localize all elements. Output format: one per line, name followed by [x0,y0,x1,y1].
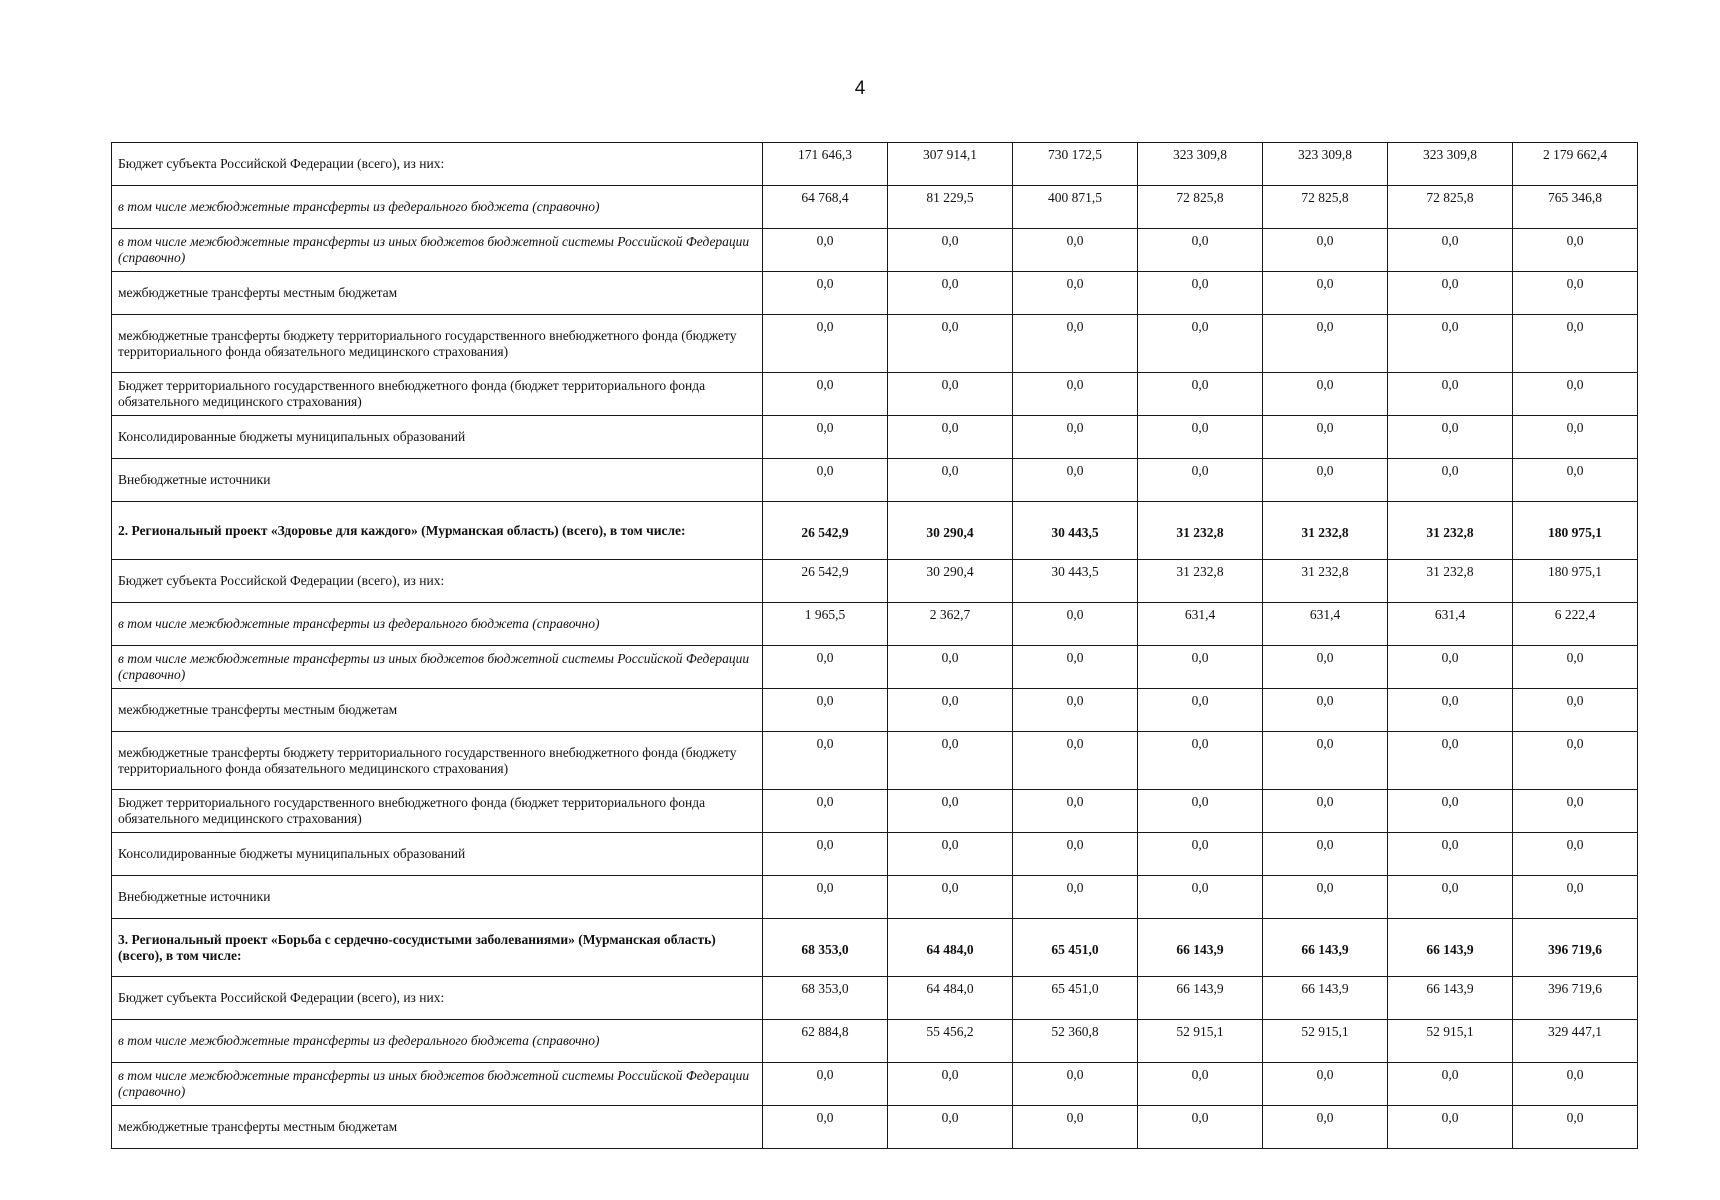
value-cell: 30 290,4 [888,560,1013,603]
value-cell: 72 825,8 [1263,186,1388,229]
value-cell: 0,0 [1263,1106,1388,1149]
row-label: в том числе межбюджетные трансферты из федерального бюджета (справочно) [112,603,763,646]
value-cell: 0,0 [888,1063,1013,1106]
value-cell: 0,0 [1513,1106,1638,1149]
value-cell: 0,0 [763,876,888,919]
table-row [112,833,1638,876]
value-cell: 0,0 [1138,459,1263,502]
value-cell: 0,0 [1138,373,1263,416]
value-cell: 307 914,1 [888,143,1013,186]
row-label: в том числе межбюджетные трансферты из иных бюджетов бюджетной системы Российской Федерации (справочно) [112,1063,763,1106]
value-cell: 171 646,3 [763,143,888,186]
value-cell: 0,0 [888,876,1013,919]
value-cell: 400 871,5 [1013,186,1138,229]
value-cell: 0,0 [1263,416,1388,459]
value-cell: 0,0 [1013,1106,1138,1149]
value-cell: 631,4 [1138,603,1263,646]
table-row [112,560,1638,603]
value-cell: 62 884,8 [763,1020,888,1063]
row-label: Бюджет субъекта Российской Федерации (всего), из них: [112,977,763,1020]
value-cell: 0,0 [888,315,1013,373]
value-cell: 2 362,7 [888,603,1013,646]
value-cell: 0,0 [888,689,1013,732]
value-cell: 323 309,8 [1263,143,1388,186]
value-cell: 0,0 [1263,373,1388,416]
table-row [112,790,1638,833]
value-cell: 0,0 [1263,689,1388,732]
value-cell: 72 825,8 [1138,186,1263,229]
value-cell: 66 143,9 [1388,919,1513,977]
value-cell: 0,0 [1388,459,1513,502]
row-label: 2. Региональный проект «Здоровье для каждого» (Мурманская область) (всего), в том числе: [112,502,763,560]
value-cell: 0,0 [1388,315,1513,373]
value-cell: 0,0 [763,790,888,833]
value-cell: 0,0 [1513,1063,1638,1106]
value-cell: 0,0 [1013,603,1138,646]
row-label: межбюджетные трансферты бюджету территориального государственного внебюджетного фонда (бюджету территориального фонда обязательного медицинского страхования) [112,315,763,373]
value-cell: 64 768,4 [763,186,888,229]
value-cell: 0,0 [1513,459,1638,502]
value-cell: 0,0 [763,646,888,689]
value-cell: 30 443,5 [1013,502,1138,560]
value-cell: 329 447,1 [1513,1020,1638,1063]
value-cell: 0,0 [1263,459,1388,502]
value-cell: 0,0 [1138,732,1263,790]
row-label: Бюджет территориального государственного внебюджетного фонда (бюджет территориального фонда обязательного медицинского страхования) [112,790,763,833]
table-row [112,315,1638,373]
value-cell: 31 232,8 [1263,502,1388,560]
value-cell: 323 309,8 [1138,143,1263,186]
row-label: Внебюджетные источники [112,459,763,502]
value-cell: 52 915,1 [1388,1020,1513,1063]
value-cell: 0,0 [1513,373,1638,416]
value-cell: 68 353,0 [763,977,888,1020]
row-label: 3. Региональный проект «Борьба с сердечно-сосудистыми заболеваниями» (Мурманская область) (всего), в том числе: [112,919,763,977]
value-cell: 631,4 [1263,603,1388,646]
value-cell: 0,0 [1388,732,1513,790]
value-cell: 0,0 [1013,689,1138,732]
value-cell: 0,0 [1138,833,1263,876]
value-cell: 0,0 [1388,646,1513,689]
value-cell: 0,0 [1138,272,1263,315]
row-label: Бюджет субъекта Российской Федерации (всего), из них: [112,143,763,186]
value-cell: 0,0 [1263,272,1388,315]
value-cell: 0,0 [888,646,1013,689]
value-cell: 0,0 [1513,229,1638,272]
value-cell: 30 290,4 [888,502,1013,560]
value-cell: 66 143,9 [1138,919,1263,977]
value-cell: 0,0 [1388,416,1513,459]
value-cell: 64 484,0 [888,919,1013,977]
value-cell: 0,0 [1138,315,1263,373]
value-cell: 0,0 [1263,732,1388,790]
row-label: межбюджетные трансферты бюджету территориального государственного внебюджетного фонда (бюджету территориального фонда обязательного медицинского страхования) [112,732,763,790]
value-cell: 66 143,9 [1388,977,1513,1020]
value-cell: 2 179 662,4 [1513,143,1638,186]
value-cell: 0,0 [1513,416,1638,459]
value-cell: 31 232,8 [1263,560,1388,603]
row-label: в том числе межбюджетные трансферты из иных бюджетов бюджетной системы Российской Федерации (справочно) [112,229,763,272]
value-cell: 0,0 [763,315,888,373]
table-row [112,1020,1638,1063]
value-cell: 0,0 [888,272,1013,315]
value-cell: 52 915,1 [1263,1020,1388,1063]
value-cell: 0,0 [1388,373,1513,416]
value-cell: 55 456,2 [888,1020,1013,1063]
table-row [112,1063,1638,1106]
value-cell: 0,0 [1513,689,1638,732]
value-cell: 0,0 [763,459,888,502]
value-cell: 0,0 [1138,790,1263,833]
value-cell: 0,0 [1388,689,1513,732]
table-row [112,876,1638,919]
table-row [112,229,1638,272]
value-cell: 0,0 [763,272,888,315]
value-cell: 0,0 [1013,229,1138,272]
value-cell: 26 542,9 [763,502,888,560]
value-cell: 0,0 [1513,876,1638,919]
table-row [112,186,1638,229]
value-cell: 66 143,9 [1138,977,1263,1020]
value-cell: 0,0 [1513,646,1638,689]
value-cell: 765 346,8 [1513,186,1638,229]
page-number: 4 [854,78,866,99]
table-row [112,1106,1638,1149]
value-cell: 68 353,0 [763,919,888,977]
table-row [112,459,1638,502]
value-cell: 0,0 [763,416,888,459]
value-cell: 30 443,5 [1013,560,1138,603]
value-cell: 396 719,6 [1513,977,1638,1020]
table-row [112,603,1638,646]
value-cell: 81 229,5 [888,186,1013,229]
value-cell: 0,0 [888,1106,1013,1149]
row-label: в том числе межбюджетные трансферты из федерального бюджета (справочно) [112,1020,763,1063]
value-cell: 6 222,4 [1513,603,1638,646]
value-cell: 31 232,8 [1138,502,1263,560]
row-label: Внебюджетные источники [112,876,763,919]
table-row [112,502,1638,560]
value-cell: 1 965,5 [763,603,888,646]
row-label: Бюджет субъекта Российской Федерации (всего), из них: [112,560,763,603]
value-cell: 0,0 [1013,790,1138,833]
value-cell: 0,0 [1138,1106,1263,1149]
value-cell: 65 451,0 [1013,977,1138,1020]
value-cell: 0,0 [1013,732,1138,790]
value-cell: 0,0 [1513,790,1638,833]
value-cell: 0,0 [1388,833,1513,876]
value-cell: 0,0 [888,229,1013,272]
value-cell: 631,4 [1388,603,1513,646]
value-cell: 0,0 [1013,459,1138,502]
value-cell: 0,0 [1013,272,1138,315]
value-cell: 0,0 [763,732,888,790]
value-cell: 0,0 [763,229,888,272]
value-cell: 180 975,1 [1513,502,1638,560]
row-label: межбюджетные трансферты местным бюджетам [112,1106,763,1149]
value-cell: 0,0 [1263,315,1388,373]
value-cell: 0,0 [1013,1063,1138,1106]
value-cell: 0,0 [1013,416,1138,459]
value-cell: 0,0 [1263,1063,1388,1106]
value-cell: 0,0 [1513,315,1638,373]
value-cell: 0,0 [1138,1063,1263,1106]
value-cell: 66 143,9 [1263,977,1388,1020]
value-cell: 0,0 [1388,1063,1513,1106]
value-cell: 0,0 [1013,646,1138,689]
value-cell: 0,0 [1138,646,1263,689]
row-label: Консолидированные бюджеты муниципальных образований [112,416,763,459]
value-cell: 0,0 [888,459,1013,502]
value-cell: 396 719,6 [1513,919,1638,977]
value-cell: 0,0 [1388,229,1513,272]
value-cell: 0,0 [1388,1106,1513,1149]
value-cell: 0,0 [1138,689,1263,732]
row-label: в том числе межбюджетные трансферты из иных бюджетов бюджетной системы Российской Федерации (справочно) [112,646,763,689]
value-cell: 31 232,8 [1388,560,1513,603]
value-cell: 0,0 [1388,272,1513,315]
value-cell: 0,0 [763,689,888,732]
row-label: Консолидированные бюджеты муниципальных образований [112,833,763,876]
value-cell: 0,0 [1138,876,1263,919]
table-row [112,646,1638,689]
value-cell: 66 143,9 [1263,919,1388,977]
value-cell: 0,0 [1138,416,1263,459]
value-cell: 0,0 [763,1106,888,1149]
table-row [112,272,1638,315]
table-row [112,732,1638,790]
budget-table [111,142,1638,1149]
budget-table-body [112,143,1638,1149]
value-cell: 0,0 [1513,833,1638,876]
value-cell: 0,0 [763,1063,888,1106]
value-cell: 0,0 [1388,876,1513,919]
value-cell: 0,0 [1263,876,1388,919]
table-row [112,977,1638,1020]
value-cell: 0,0 [1138,229,1263,272]
value-cell: 0,0 [1263,229,1388,272]
row-label: в том числе межбюджетные трансферты из федерального бюджета (справочно) [112,186,763,229]
value-cell: 31 232,8 [1138,560,1263,603]
value-cell: 0,0 [888,416,1013,459]
value-cell: 0,0 [1513,272,1638,315]
value-cell: 0,0 [763,833,888,876]
table-row [112,373,1638,416]
value-cell: 0,0 [888,732,1013,790]
value-cell: 0,0 [1263,646,1388,689]
value-cell: 323 309,8 [1388,143,1513,186]
table-row [112,416,1638,459]
value-cell: 52 360,8 [1013,1020,1138,1063]
value-cell: 0,0 [1263,833,1388,876]
value-cell: 730 172,5 [1013,143,1138,186]
value-cell: 0,0 [1013,373,1138,416]
value-cell: 0,0 [1013,876,1138,919]
value-cell: 0,0 [763,373,888,416]
value-cell: 52 915,1 [1138,1020,1263,1063]
value-cell: 26 542,9 [763,560,888,603]
value-cell: 0,0 [1013,833,1138,876]
value-cell: 72 825,8 [1388,186,1513,229]
table-row [112,919,1638,977]
value-cell: 0,0 [1013,315,1138,373]
row-label: Бюджет территориального государственного внебюджетного фонда (бюджет территориального фонда обязательного медицинского страхования) [112,373,763,416]
value-cell: 0,0 [888,833,1013,876]
value-cell: 180 975,1 [1513,560,1638,603]
value-cell: 0,0 [888,790,1013,833]
value-cell: 0,0 [1263,790,1388,833]
row-label: межбюджетные трансферты местным бюджетам [112,272,763,315]
value-cell: 0,0 [1513,732,1638,790]
value-cell: 64 484,0 [888,977,1013,1020]
value-cell: 0,0 [1388,790,1513,833]
value-cell: 31 232,8 [1388,502,1513,560]
value-cell: 65 451,0 [1013,919,1138,977]
value-cell: 0,0 [888,373,1013,416]
table-row [112,689,1638,732]
row-label: межбюджетные трансферты местным бюджетам [112,689,763,732]
table-row [112,143,1638,186]
